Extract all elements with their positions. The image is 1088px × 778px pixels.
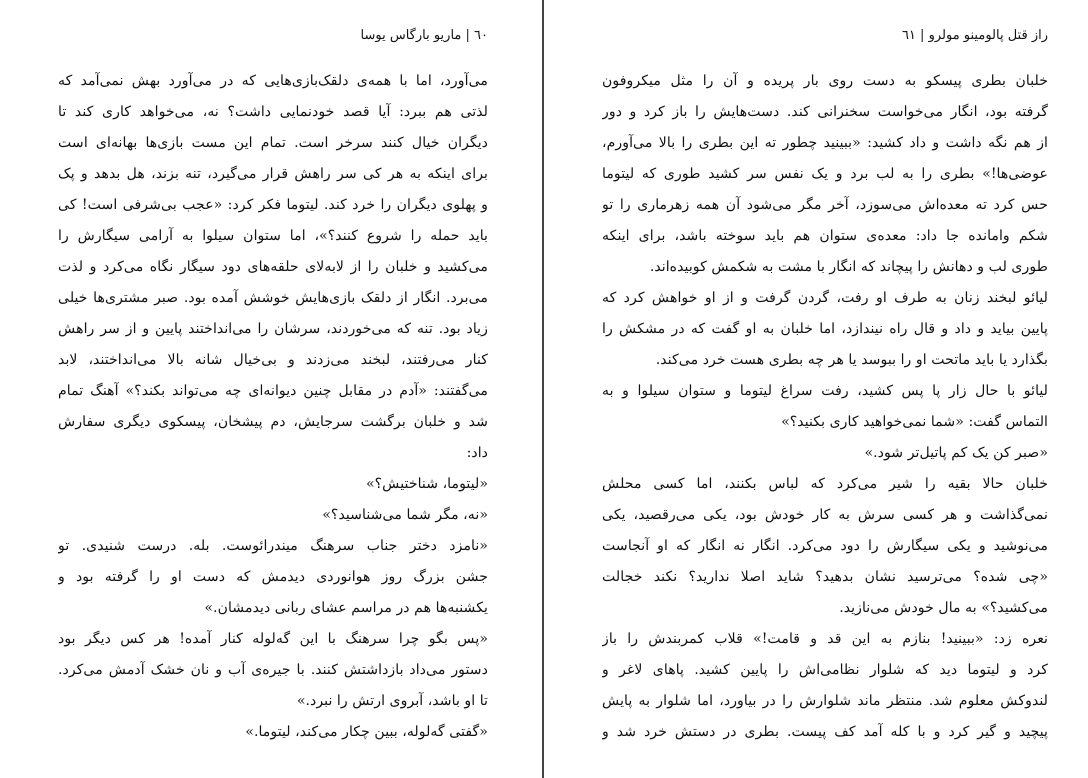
text-line: داد: [466,445,488,461]
text-line: پایین بیاید و داد و قال راه نیندازد، اما خلبان به او گفت که در مشکش را [602,321,1048,337]
text-line: تا او باشد، آبروی ارتش را نبرد.» [296,693,488,709]
text-line: دیگران خیال کنند سرخر است. تمام این مست بازی‌ها بهانه‌ای است [58,135,488,151]
text-line: می‌نوشید و یکی سیگارش را دود می‌کرد. انگار نه انگار که او آنجاست [602,538,1048,554]
text-line: از هم نگه داشت و داد کشید: «ببینید چطور ته این بطری را بالا می‌آورم، [602,135,1048,151]
text-line: لذتی هم ببرد: آیا قصد خودنمایی داشت؟ نه، می‌خواهد کاری کند تا [58,104,488,120]
text-line: می‌گفتند: «آدم در مقابل چنین دیوانه‌ای چه می‌تواند بکند؟» آهنگ تمام [58,383,488,399]
text-line: می‌برد. انگار از دلقک بازی‌هایش خوشش آمده بود. صبر مشتری‌ها خیلی [58,290,488,306]
text-line: می‌کشید و خلبان را از لابه‌لای حلقه‌های دود سیگار نگاه می‌کرد و لذت [58,259,488,275]
text-line: خلبان بطری پیسکو به دست روی بار پریده و آن را مثل میکروفون [602,73,1048,89]
text-line: جشن بزرگ روز هوانوردی دیدمش که دست او را گرفته بود و [58,569,488,585]
right-page-body [602,66,1048,748]
text-line: بگذارد یا باید ماتحت او را ببوسد یا هر چه بطری هست خرد می‌کند. [655,352,1048,368]
text-line: می‌کشید؟» به مال خودش می‌نازید. [839,600,1048,616]
text-line: کنار می‌رفتند، لبخند می‌زدند و بی‌خیال شانه بالا می‌انداختند، لابد [58,352,488,368]
text-line: التماس گفت: «شما نمی‌خواهید کاری بکنید؟» [781,414,1048,430]
text-line: لیائو لبخند زنان به طرف او رفت، گردن گرفت و از او خواهش کرد که [602,290,1048,306]
text-line: و پهلوی دیگران را خرد کند. لیتوما فکر کرد: «عجب بی‌شرفی است! کی [58,197,488,213]
text-line: می‌آورد، اما با همه‌ی دلقک‌بازی‌هایی که در می‌آورد بهش نمی‌آمد که [58,73,488,89]
text-line: لندوکش معلوم شد. منتظر ماند شلوارش را در بیاورد، اما شلوار به پایش [602,693,1048,709]
right-page [602,0,1048,778]
text-line: یکشنبه‌ها هم در مراسم عشای ربانی دیدمشان.» [204,600,488,616]
text-line: «نه، مگر شما می‌شناسید؟» [322,507,488,523]
text-line: «نامزد دختر جناب سرهنگ میندرائوست. بله. درست شنیدی. تو [58,538,488,554]
text-line: شکم وامانده جا داد: معده‌ی ستوان هم باید سوخته باشد، برای اینکه [602,228,1048,244]
text-line: «لیتوما، شناختیش؟» [365,476,488,492]
text-line: «چی شده؟ می‌ترسید نشان بدهید؟ شاید اصلا ندارید؟ نکند خجالت [602,569,1048,585]
text-line: زیاد بود. تنه که می‌خوردند، سرشان را می‌انداختند پایین و از سر راهش [58,321,488,337]
text-line: باید حمله را شروع کنند؟»، اما ستوان سیلوا به آرامی سیگارش را [58,228,488,244]
text-line: لیائو با حال زار پا پس کشید، رفت سراغ لیتوما و ستوان سیلوا و به [602,383,1048,399]
text-line: برای اینکه به هر کی سر راهش قرار می‌گیرد، تنه بزند، هل بدهد و پک [58,166,488,182]
text-line: نمی‌گذاشت و هر کسی سرش به کار خودش بود، یکی می‌رقصید، یکی [602,507,1048,523]
text-line: شد و خلبان برگشت سرجایش، دم پیشخان، پیسکوی دیگری سفارش [58,414,488,430]
text-line: «گفتی گه‌لوله، ببین چکار می‌کند، لیتوما.» [245,724,488,740]
text-line: پیچید و گیر کرد و با کله آمد کف پیست. بطری در دستش خرد شد و [602,724,1048,740]
text-line: طوری لب و دهانش را پیچاند که انگار با مشت به شکمش کوبیده‌اند. [649,259,1048,275]
text-line: گرفته بود، انگار می‌خواست سخنرانی کند. دست‌هایش را باز کرد و دور [602,104,1048,120]
text-line: کرد و لیتوما دید که شلوار نظامی‌اش را پایین کشید. پاهای لاغر و [602,662,1048,678]
text-line: «پس بگو چرا سرهنگ با این گه‌لوله کنار آمده! هر کس دیگر بود [58,631,488,647]
left-page-header: ٦۰ | ماریو بارگاس یوسا [360,28,488,43]
left-page [58,0,488,778]
page-gutter-line [542,0,544,778]
text-line: نعره زد: «ببینید! بنازم به این قد و قامت!» قلاب کمربندش را باز [602,631,1048,647]
text-line: حس کرد ته معده‌اش می‌سوزد، آخر مگر می‌شود آن همه زهرماری را تو [602,197,1048,213]
text-line: «صبر کن یک کم پاتیل‌تر شود.» [864,445,1048,461]
text-line: دستور می‌داد بازداشتش کنند. با جیره‌ی آب و نان خشک آدمش می‌کرد. [58,662,488,678]
text-line: عوضی‌ها!» بطری را به لب برد و یک نفس سر کشید طوری که لیتوما [602,166,1048,182]
right-page-header: راز قتل پالومینو مولرو | ٦۱ [901,28,1048,43]
left-page-body [58,66,488,748]
text-line: خلبان حالا بقیه را شیر می‌کرد که لباس بکنند، اما کسی محلش [602,476,1048,492]
